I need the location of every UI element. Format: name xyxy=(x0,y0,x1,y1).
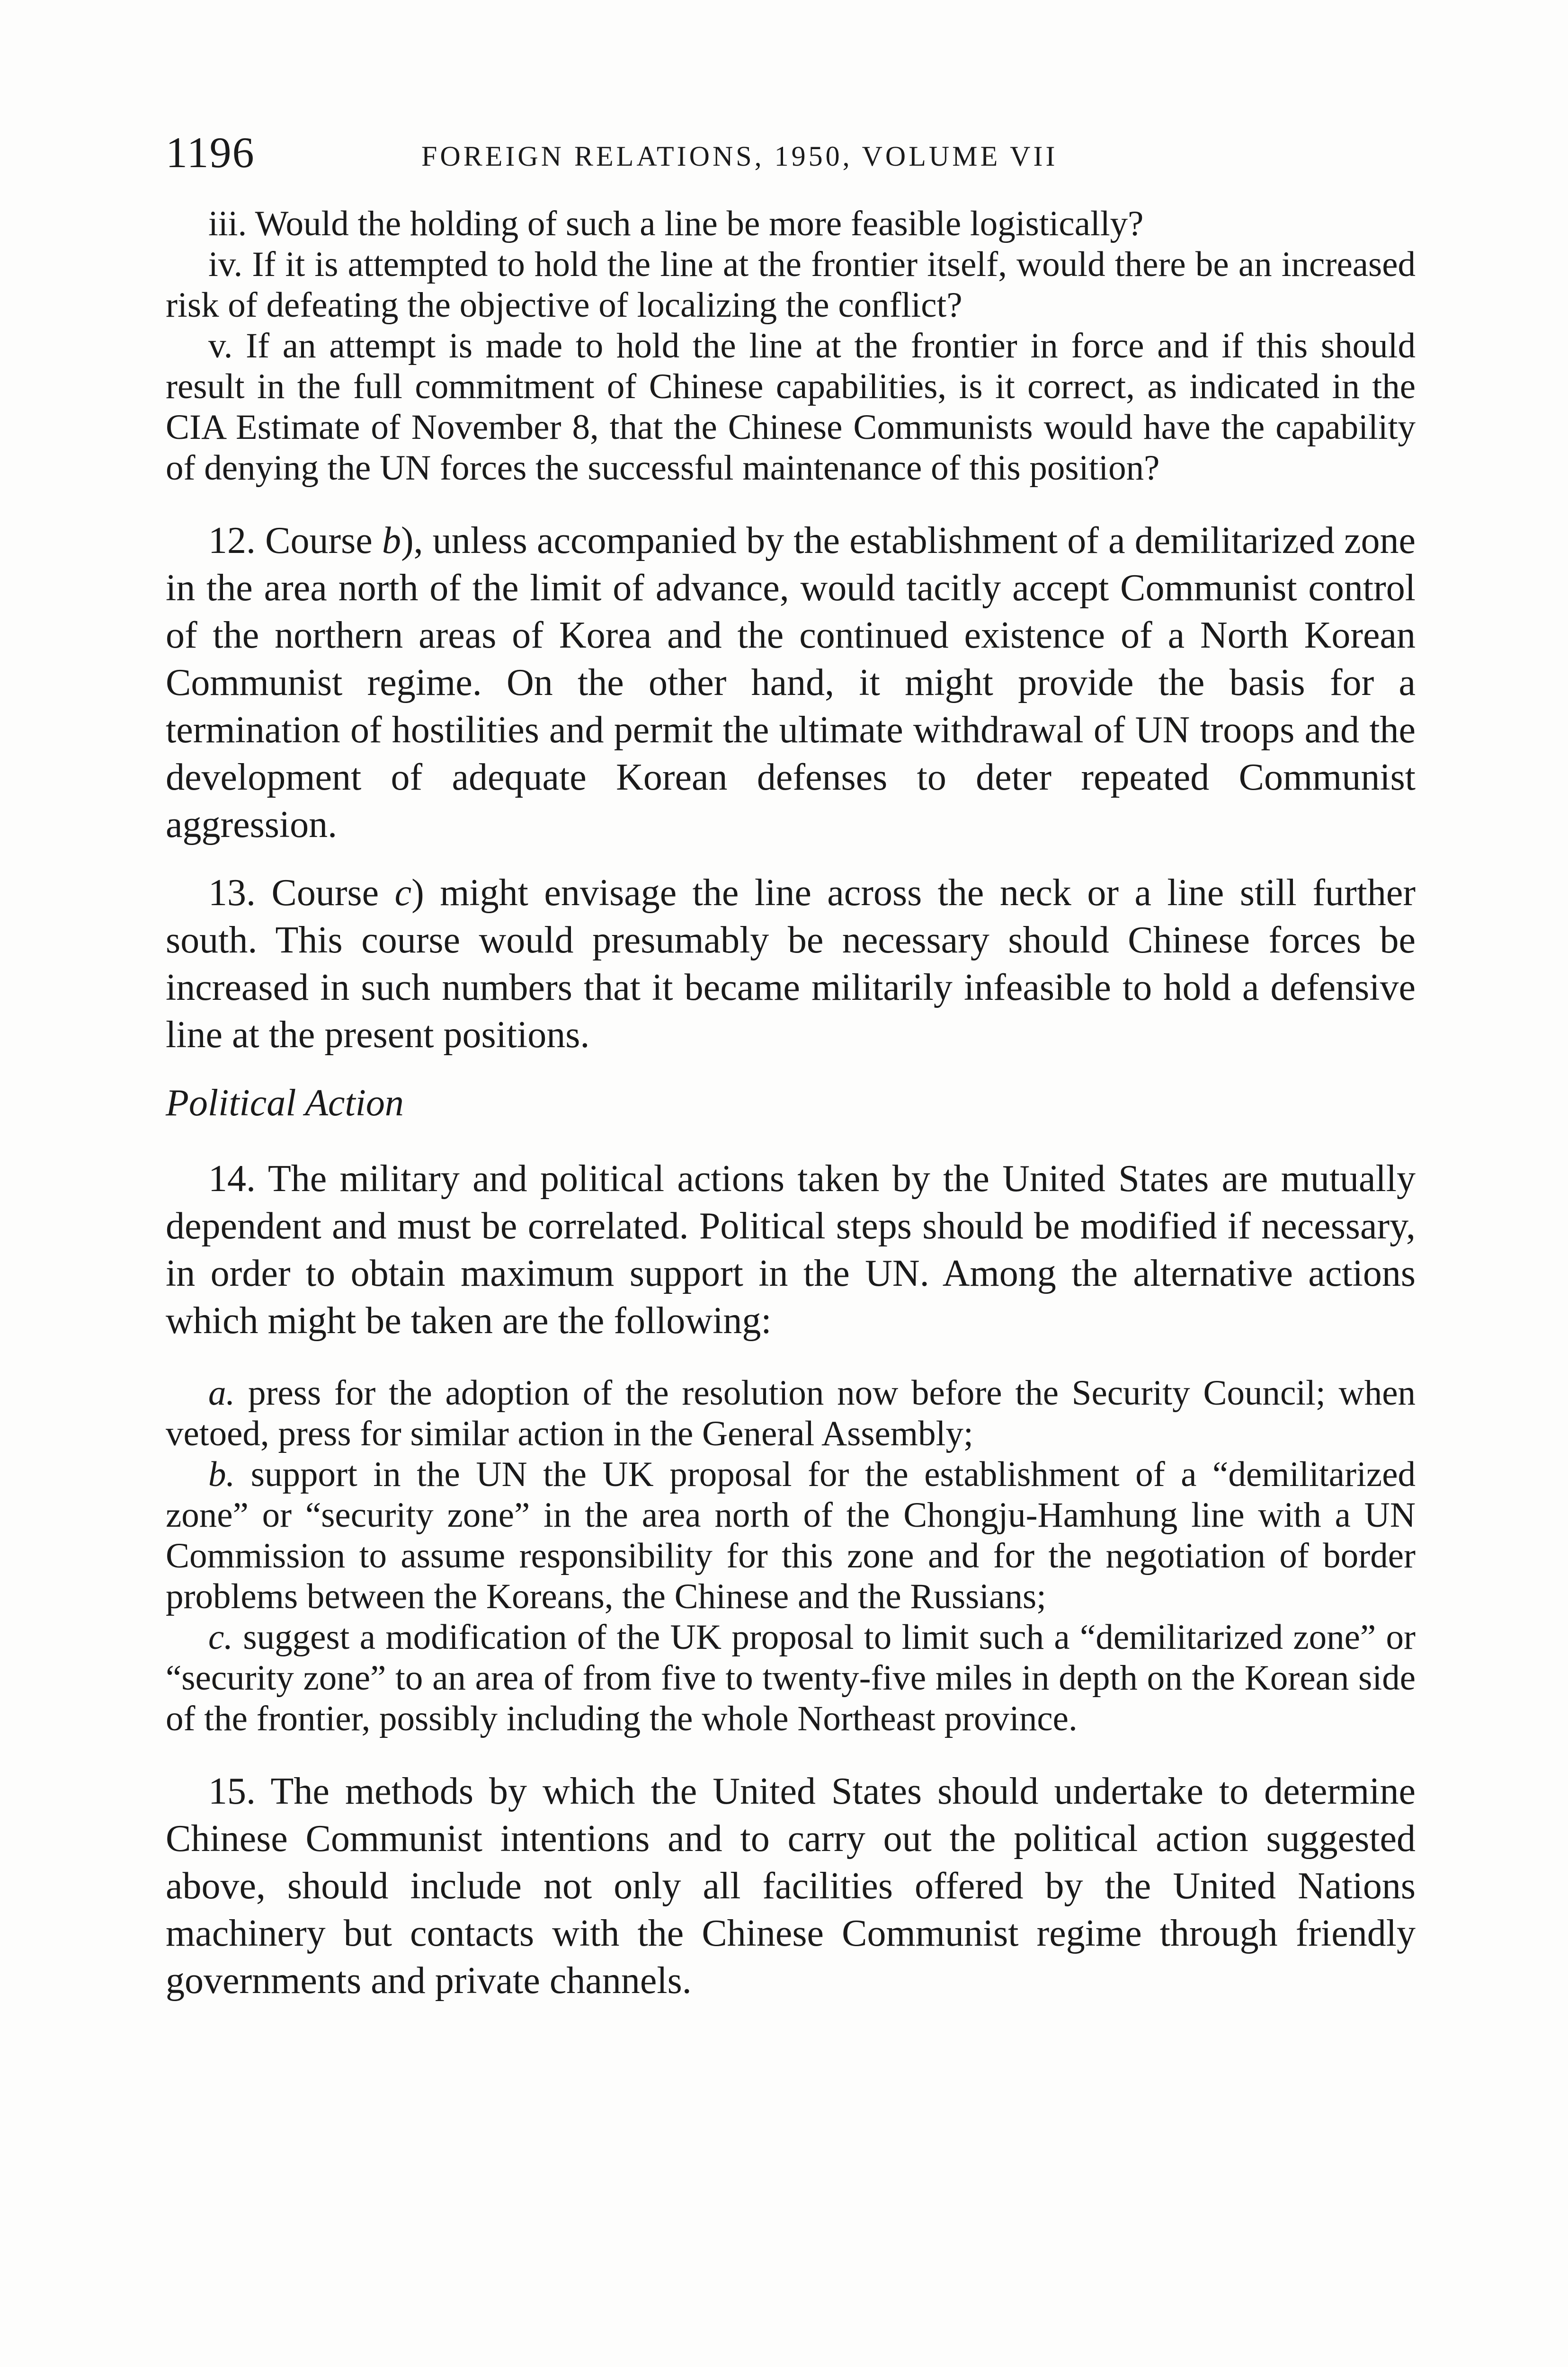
page-number: 1196 xyxy=(166,128,255,177)
alternative-b-letter: b. xyxy=(208,1455,235,1494)
text-column xyxy=(166,204,1416,2004)
spacer xyxy=(166,489,1416,517)
question-iv: iv. If it is attempted to hold the line at the frontier itself, would there be an increased risk of defeating the objective of localizing the conflict? xyxy=(166,245,1416,325)
spacer xyxy=(166,848,1416,869)
paragraph-14: 14. The military and political actions taken by the United States are mutually dependent and must be correlated. Political steps should be modified if necessary, in order to obtain maximum support in the UN. Among the alternative actions which might be taken are the following: xyxy=(166,1158,1416,1342)
running-head: FOREIGN RELATIONS, 1950, VOLUME VII xyxy=(421,141,1058,172)
alternative-c xyxy=(166,1617,1416,1739)
paragraph-12-text: ), unless accompanied by the establishment of a demilitarized zone in the area north of the limit of advance, would tacitly accept Communist control of the northern areas of Korea and the continued existence of a North Korean Communist regime. On the other hand, it might provide the basis for a termination of hostilities and permit the ultimate withdrawal of UN troops and the development of adequate Korean defenses to deter repeated Communist aggression. xyxy=(166,520,1416,845)
section-heading-political-action: Political Action xyxy=(166,1082,404,1124)
question-v: v. If an attempt is made to hold the line at the frontier in force and if this should result in the full commitment of Chinese capabilities, is it correct, as indicated in the CIA Estimate of November 8, that the Chinese Communists would have the capability of denying the UN forces the successful maintenance of this position? xyxy=(166,326,1416,488)
paragraph-12-prefix: 12. Course xyxy=(208,520,382,561)
course-letter-c: c xyxy=(394,872,412,914)
paragraph-13-text: ) might envisage the line across the neck or a line still further south. This course would presumably be necessary should Chinese forces be increased in such numbers that it became militarily infeasible to hold a defensive line at the present positions. xyxy=(166,872,1416,1056)
spacer xyxy=(166,1344,1416,1373)
paragraph-13 xyxy=(166,869,1416,1059)
spacer xyxy=(166,1739,1416,1768)
alternative-b xyxy=(166,1454,1416,1617)
alternative-b-text: support in the UN the UK proposal for the establishment of a “demilitarized zone” or “security zone” in the area north of the Chongju-Hamhung line with a UN Commission to assume responsibility for this zone and for the negotiation of border problems between the Koreans, the Chinese and the Russians; xyxy=(166,1455,1416,1616)
alternatives-block xyxy=(166,1373,1416,1739)
alternative-a-text: press for the adoption of the resolution now before the Security Council; when vetoed, press for similar action in the General Assembly; xyxy=(166,1373,1416,1453)
alternative-c-letter: c. xyxy=(208,1618,233,1657)
spacer xyxy=(166,1059,1416,1079)
paragraph-15: 15. The methods by which the United States should undertake to determine Chinese Communist intentions and to carry out the political action suggested above, should include not only all facilities offered by the United Nations machinery but contacts with the Chinese Communist regime through friendly governments and private channels. xyxy=(166,1771,1416,2002)
alternative-a-letter: a. xyxy=(208,1373,235,1413)
alternative-c-text: suggest a modification of the UK proposal to limit such a “demilitarized zone” or “security zone” to an area of from five to twenty-five miles in depth on the Korean side of the frontier, possibly including the whole Northeast province. xyxy=(166,1618,1416,1738)
page-header xyxy=(166,129,1416,181)
alternative-a xyxy=(166,1373,1416,1454)
course-letter-b: b xyxy=(382,520,401,561)
question-iii: iii. Would the holding of such a line be more feasible logistically? xyxy=(208,204,1144,243)
paragraph-12 xyxy=(166,517,1416,848)
paragraph-13-prefix: 13. Course xyxy=(208,872,395,914)
spacer xyxy=(166,1127,1416,1155)
questions-block xyxy=(166,204,1416,489)
